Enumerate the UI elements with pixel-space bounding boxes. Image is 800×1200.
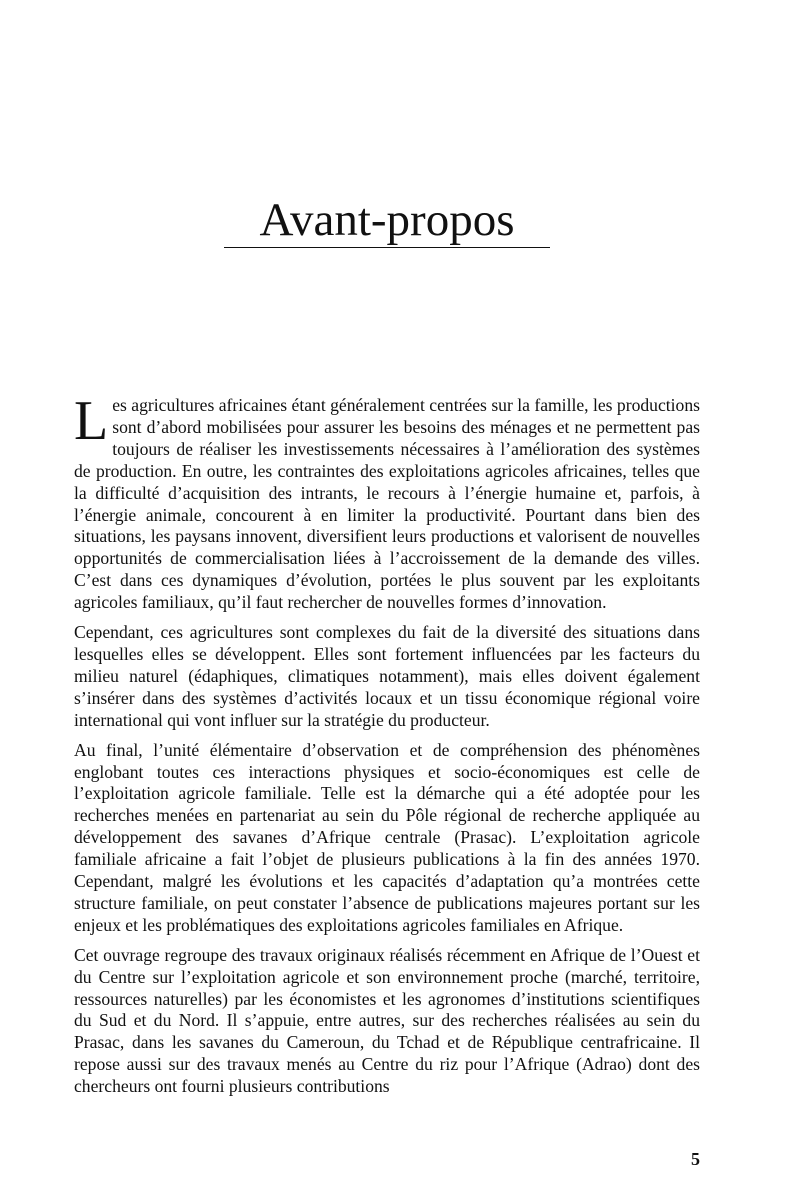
body-text: [74, 390, 700, 1106]
paragraph-3: Au final, l’unité élémentaire d’observation et de compréhension des phénomènes englobant toutes ces interactions physiques et socio-économiques est celle de l’exploitation agricole familiale. Telle est la démarche qui a été adoptée pour les recherches menées en partenariat au sein du Pôle régional de recherche appliquée au développement des savanes d’Afrique centrale (Prasac). L’exploitation agricole familiale africaine a fait l’objet de plusieurs publications à la fin des années 1970. Cependant, malgré les évolutions et les capacités d’adaptation qu’a montrées cette structure familiale, on peut constater l’absence de publications majeures portant sur les enjeux et les problématiques des exploitations agricoles familiales en Afrique.: [74, 739, 700, 935]
paragraph-2: Cependant, ces agricultures sont complexes du fait de la diversité des situations dans lesquelles elles se développent. Elles sont fortement influencées par les facteurs du milieu naturel (édaphiques, climatiques notamment), mais elles doivent également s’insérer dans des systèmes d’activités locaux et un tissu économique régional voire international qui vont influer sur la stratégie du producteur.: [74, 622, 700, 730]
paragraph-4: Cet ouvrage regroupe des travaux originaux réalisés récemment en Afrique de l’Ouest et du Centre sur l’exploitation agricole et son environnement proche (marché, territoire, ressources naturelles) par les économistes et les agronomes d’institutions scientifiques du Sud et du Nord. Il s’appuie, entre autres, sur des recherches réalisées au sein du Prasac, dans les savanes du Cameroun, du Tchad et de République centrafricaine. Il repose aussi sur des travaux menés au Centre du riz pour l’Afrique (Adrao) dont des chercheurs ont fourni plusieurs contributions: [74, 944, 700, 1097]
page-number: 5: [691, 1149, 700, 1169]
title-underline: [224, 247, 550, 248]
paragraph-1-text: es agricultures africaines étant généralement centrées sur la famille, les productions sont d’abord mobilisées pour assurer les besoins des ménages et ne permettent pas toujours de réaliser les investissements nécessaires à l’amélioration des systèmes de production. En outre, les contraintes des exploitations agricoles africaines, telles que la difficulté d’acquisition des intrants, le recours à l’énergie humaine et, parfois, à l’énergie animale, concourent à en limiter la productivité. Pourtant dans bien des situations, les paysans innovent, diversifient leurs productions et valorisent de nouvelles opportunités de commercialisation liées à l’accroissement de la demande des villes. C’est dans ces dynamiques d’évolution, portées le plus souvent par les exploitants agricoles familiaux, qu’il faut rechercher de nouvelles formes d’innovation.: [74, 395, 700, 613]
page-title: Avant-propos: [259, 194, 515, 246]
drop-cap: L: [74, 390, 109, 452]
paragraph-1: [74, 390, 700, 614]
